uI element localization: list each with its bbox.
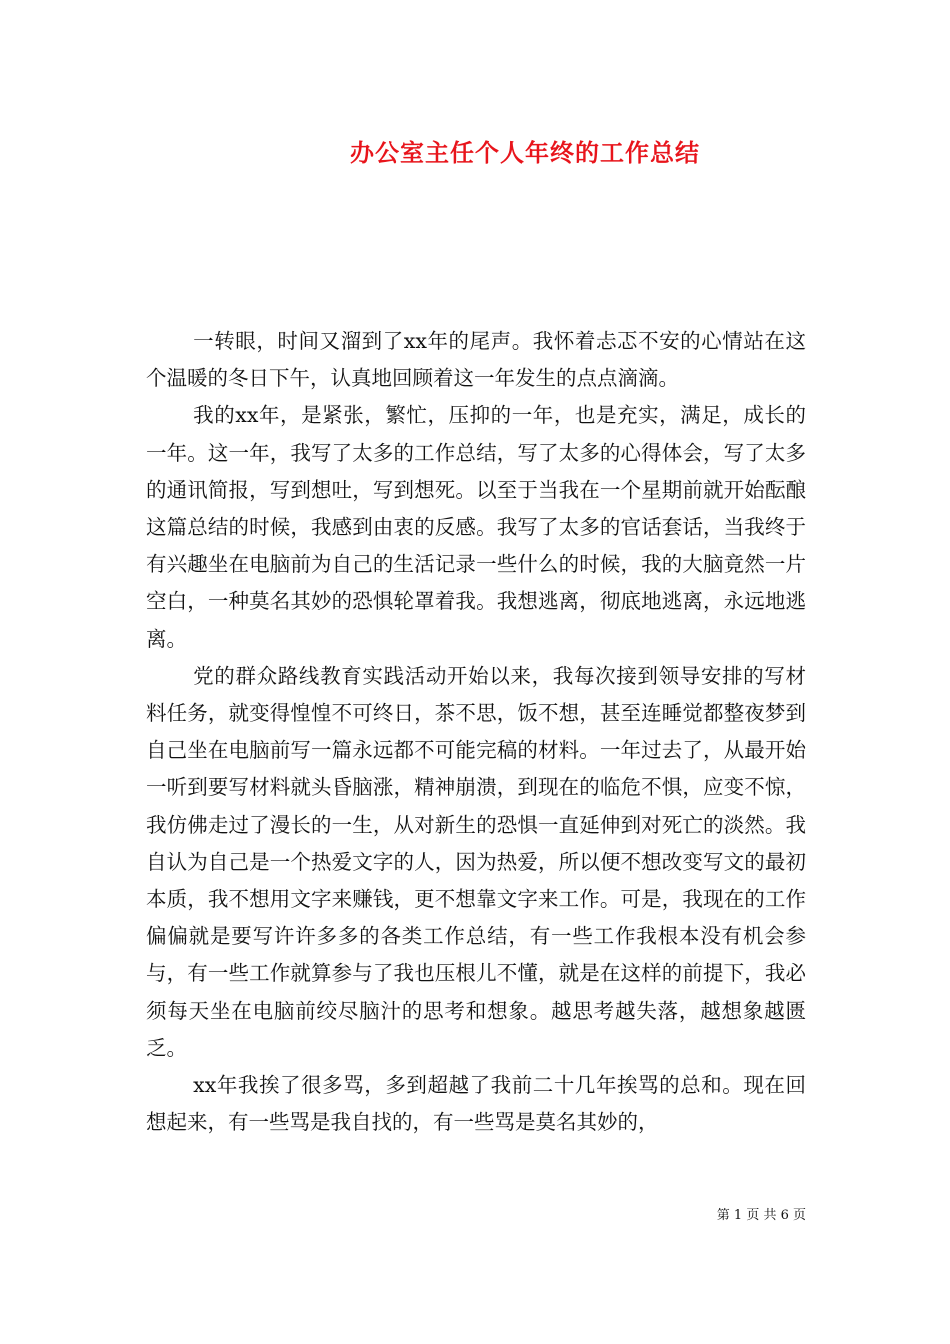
document-body — [146, 323, 806, 1141]
paragraph-1: 一转眼，时间又溜到了xx年的尾声。我怀着忐忑不安的心情站在这个温暖的冬日下午，认真地回顾着这一年发生的点点滴滴。 — [146, 329, 806, 391]
document-title: 办公室主任个人年终的工作总结 — [350, 138, 700, 167]
paragraph-2: 我的xx年，是紧张，繁忙，压抑的一年，也是充实，满足，成长的一年。这一年，我写了太多的工作总结，写了太多的心得体会，写了太多的通讯简报，写到想吐，写到想死。以至于当我在一个星期前就开始酝酿这篇总结的时候，我感到由衷的反感。我写了太多的官话套话，当我终于有兴趣坐在电脑前为自己的生活记录一些什么的时候，我的大脑竟然一片空白，一种莫名其妙的恐惧轮罩着我。我想逃离，彻底地逃离，永远地逃离。 — [146, 403, 806, 651]
paragraph-3: 党的群众路线教育实践活动开始以来，我每次接到领导安排的写材料任务，就变得惶惶不可终日，茶不思，饭不想，甚至连睡觉都整夜梦到自己坐在电脑前写一篇永远都不可能完稿的材料。一年过去了，从最开始一听到要写材料就头昏脑涨，精神崩溃，到现在的临危不惧，应变不惊，我仿佛走过了漫长的一生，从对新生的恐惧一直延伸到对死亡的淡然。我自认为自己是一个热爱文字的人，因为热爱，所以便不想改变写文的最初本质，我不想用文字来赚钱，更不想靠文字来工作。可是，我现在的工作偏偏就是要写许许多多的各类工作总结，有一些工作我根本没有机会参与，有一些工作就算参与了我也压根儿不懂，就是在这样的前提下，我必须每天坐在电脑前绞尽脑汁的思考和想象。越思考越失落，越想象越匮乏。 — [146, 663, 806, 1060]
paragraph-4: xx年我挨了很多骂，多到超越了我前二十几年挨骂的总和。现在回想起来，有一些骂是我自找的，有一些骂是莫名其妙的， — [146, 1073, 806, 1135]
page-number: 第 1 页 共 6 页 — [716, 1208, 806, 1223]
